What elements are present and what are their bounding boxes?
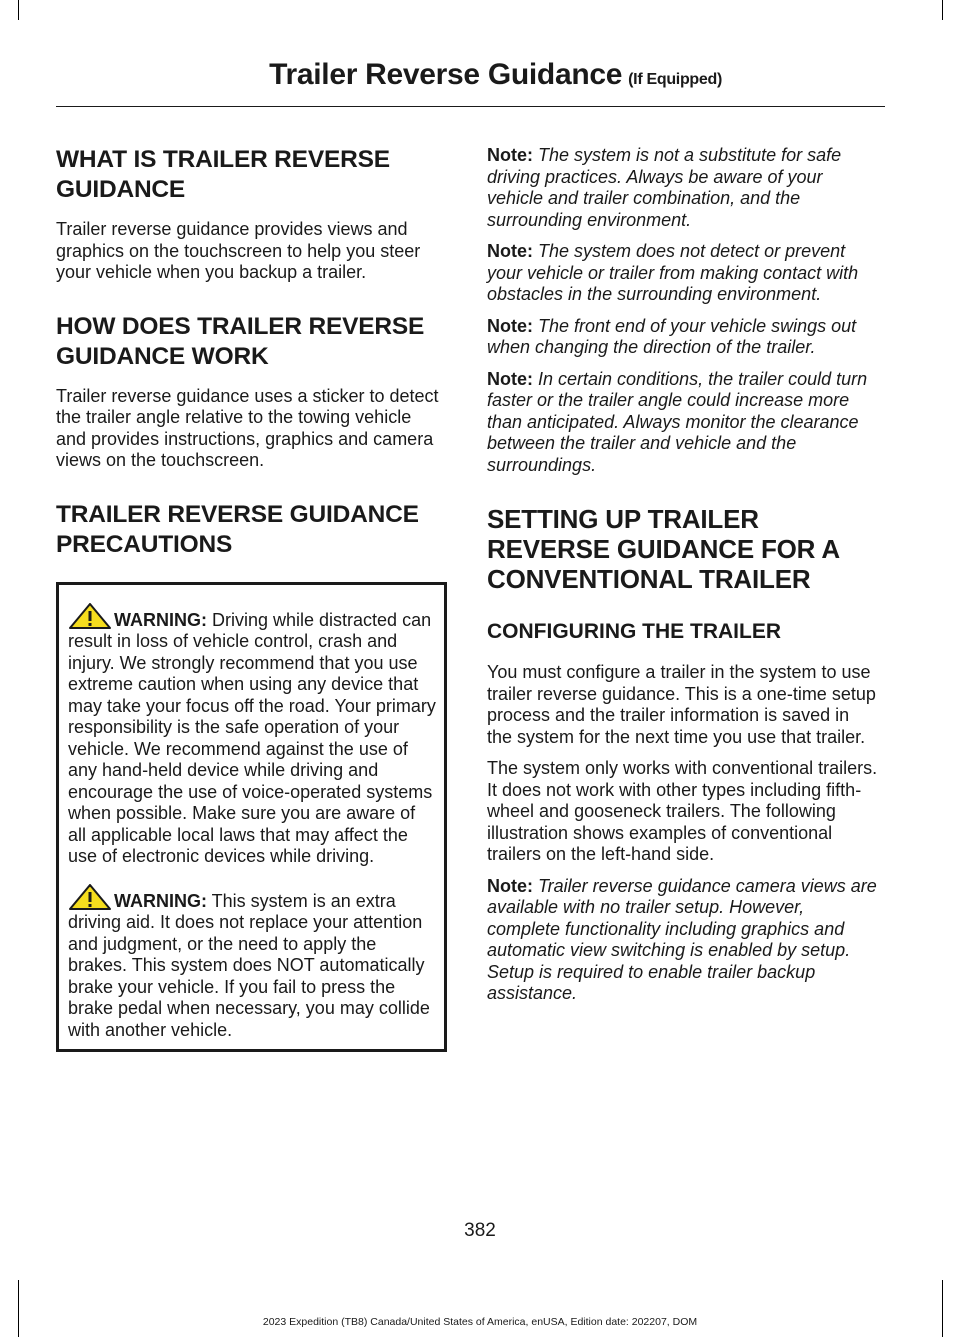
crop-mark-bottom-right-v: [942, 1280, 943, 1337]
note-4-label: Note:: [487, 368, 533, 389]
warning-1-text: Driving while distracted can result in loss of vehicle control, crash and injury. We strongly recommend that you use extreme caution when using any device that may take your focus off the road. Your primary responsibility is the safe operation of your vehicle. We recommend against the use of any hand-held device while driving and encourage the use of voice-operated systems when possible. Make sure you are aware of all applicable local laws that may affect the use of electronic devices while driving.: [68, 609, 436, 866]
page-number: 382: [464, 1220, 496, 1241]
crop-mark-top-right-v: [942, 0, 943, 20]
left-column: [56, 145, 446, 1052]
warning-1: [68, 603, 436, 868]
note-1: [487, 145, 879, 231]
page-footer: 2023 Expedition (TB8) Canada/United States of America, enUSA, Edition date: 202207, DOM: [262, 1316, 698, 1328]
right-column: [487, 145, 879, 1015]
setup-note-text: Trailer reverse guidance camera views are available with no trailer setup. However, complete functionality including graphics and automatic view switching is enabled by setup. Setup is required to enable trailer backup assistance.: [487, 875, 877, 1003]
note-1-label: Note:: [487, 145, 533, 165]
setup-paragraph-1: You must configure a trailer in the system to use trailer reverse guidance. This is a one-time setup process and the trailer information is saved in the system for the next time you use that trailer.: [487, 662, 876, 747]
crop-mark-top-left-v: [18, 0, 19, 20]
note-4-text: In certain conditions, the trailer could turn faster or the trailer angle could increase more than anticipated. Always monitor the clearance between the trailer and vehicle and the surroundings.: [487, 368, 868, 475]
warning-2-text: This system is an extra driving aid. It does not replace your attention and judgment, or the need to apply the brakes. This system does NOT automatically brake your vehicle. If you fail to press the brake pedal when necessary, you may collide with another vehicle.: [68, 890, 430, 1040]
warning-triangle-icon: [68, 884, 112, 910]
note-1-text: The system is not a substitute for safe driving practices. Always be aware of your vehicle and trailer combination, and the surrounding environment.: [487, 145, 842, 230]
warning-1-label: WARNING:: [114, 609, 207, 630]
setup-paragraph-2: The system only works with conventional trailers. It does not work with other types including fifth-wheel and gooseneck trailers. The following illustration shows examples of conventional trailers on the left-hand side.: [487, 758, 878, 864]
subheading-configuring: CONFIGURING THE TRAILER: [487, 620, 781, 643]
what-is-body: Trailer reverse guidance provides views and graphics on the touchscreen to help you steer your vehicle when you backup a trailer.: [56, 219, 421, 282]
warning-box: [56, 582, 447, 1053]
note-3: [487, 316, 879, 359]
heading-how-works: HOW DOES TRAILER REVERSE GUIDANCE WORK: [56, 312, 425, 370]
page-header-title: Trailer Reverse Guidance (If Equipped): [269, 58, 722, 91]
warning-2: [68, 884, 436, 1042]
warning-2-label: WARNING:: [114, 890, 207, 911]
note-3-text: The front end of your vehicle swings out when changing the direction of the trailer.: [487, 315, 857, 357]
how-works-body: Trailer reverse guidance uses a sticker to detect the trailer angle relative to the towing vehicle and provides instructions, graphics and camera views on the touchscreen.: [56, 385, 439, 470]
warning-triangle-icon: [68, 603, 112, 629]
setup-note: [487, 876, 879, 1005]
heading-setup: SETTING UP TRAILER REVERSE GUIDANCE FOR A CONVENTIONAL TRAILER: [487, 504, 839, 594]
note-3-label: Note:: [487, 315, 533, 336]
page-header-suffix: (If Equipped): [628, 71, 722, 88]
setup-note-label: Note:: [487, 875, 533, 896]
heading-precautions: TRAILER REVERSE GUIDANCE PRECAUTIONS: [56, 500, 419, 558]
crop-mark-bottom-left-v: [18, 1280, 19, 1337]
heading-what-is: WHAT IS TRAILER REVERSE GUIDANCE: [56, 146, 390, 203]
note-4: [487, 369, 879, 477]
header-rule: [56, 106, 885, 107]
note-2-text: The system does not detect or prevent your vehicle or trailer from making contact with obstacles in the surrounding environment.: [487, 241, 859, 304]
note-2: [487, 241, 879, 306]
note-2-label: Note:: [487, 241, 533, 261]
